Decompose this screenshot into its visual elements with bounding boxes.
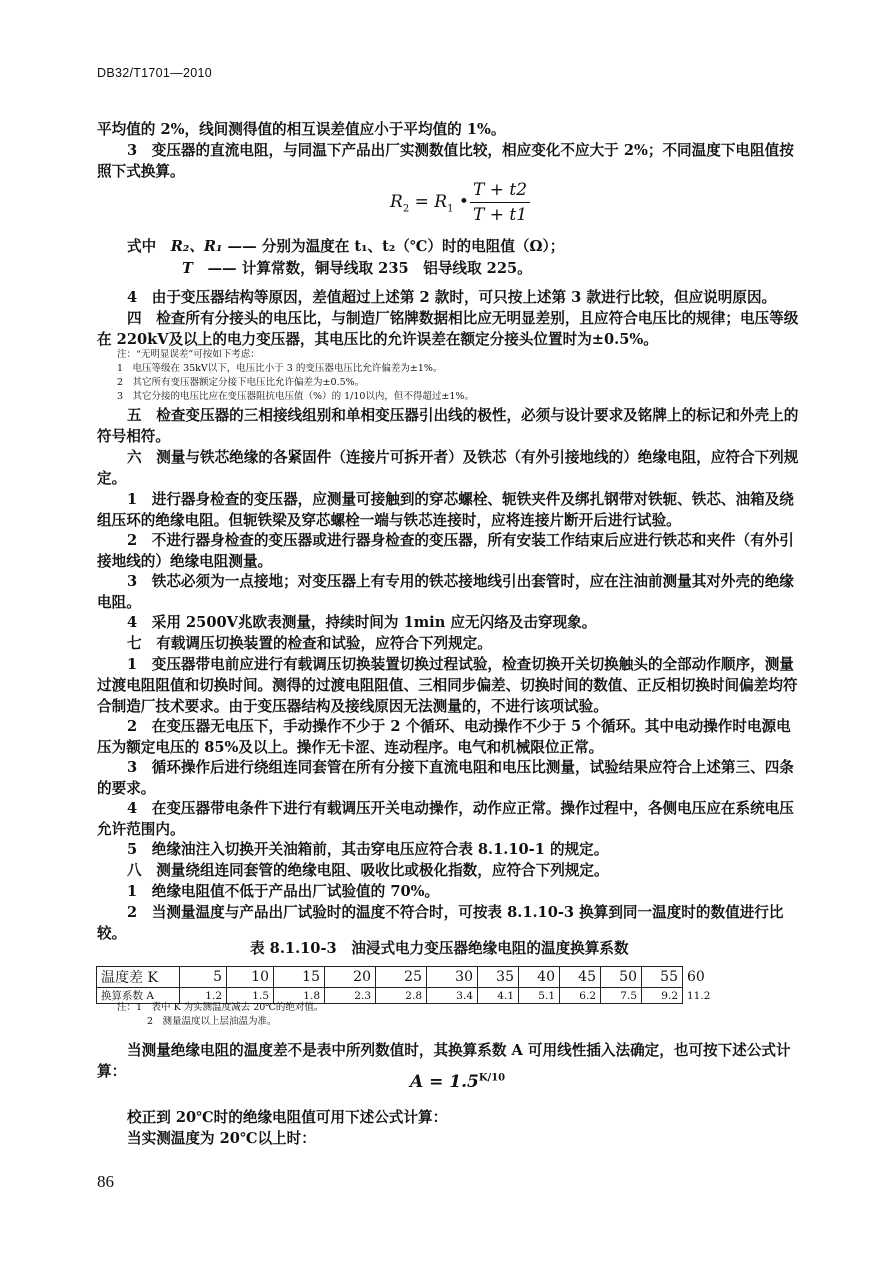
a-cell: 3.4 — [427, 988, 478, 1004]
resistance-conversion-formula — [390, 180, 530, 228]
table-note: 注：1 表中 K 为实测温度减去 20℃的绝对值。 — [117, 1002, 324, 1013]
table-row — [97, 967, 715, 988]
k-cell: 50 — [601, 967, 642, 988]
a-cell: 11.2 — [687, 989, 711, 1002]
k-cell: 45 — [560, 967, 601, 988]
paragraph: 4 采用 2500V兆欧表测量，持续时间为 1min 应无闪络及击穿现象。 — [127, 614, 597, 631]
note-item: 1 电压等级在 35kV以下，电压比小于 3 的变压器电压比允许偏差为±1%。 — [117, 363, 443, 374]
a-cell: 1.5 — [227, 988, 274, 1004]
k-cell: 60 — [687, 969, 705, 985]
a-cell: 6.2 — [560, 988, 601, 1004]
a-cell: 4.1 — [478, 988, 519, 1004]
paragraph: 五 检查变压器的三相接线组别和单相变压器引出线的极性，必须与设计要求及铭牌上的标记和外壳上的符号相符。 — [97, 407, 799, 445]
k-cell: 35 — [478, 967, 519, 988]
defs-text-2: 计算常数，铜导线取 235 铝导线取 225。 — [236, 260, 532, 277]
k-cell: 40 — [519, 967, 560, 988]
paragraph: 4 在变压器带电条件下进行有载调压开关电动操作，动作应正常。操作过程中，各侧电压应在系统电压允许范围内。 — [97, 800, 794, 838]
a-cell: 5.1 — [519, 988, 560, 1004]
document-code: DB32/T1701—2010 — [97, 66, 212, 80]
defs-text-1: 分别为温度在 t₁、t₂（℃）时的电阻值（Ω）； — [256, 238, 565, 255]
k-cell: 25 — [376, 967, 427, 988]
formula-numerator: T + t2 — [470, 180, 530, 203]
k-cell: 15 — [274, 967, 325, 988]
paragraph: 3 铁芯必须为一点接地；对变压器上有专用的铁芯接地线引出套管时，应在注油前测量其对外壳的绝缘电阻。 — [97, 573, 794, 611]
paragraph: 当实测温度为 20℃以上时： — [127, 1130, 316, 1147]
k-cell: 10 — [227, 967, 274, 988]
paragraph: 校正到 20℃时的绝缘电阻值可用下述公式计算： — [127, 1109, 448, 1126]
a-cell: 7.5 — [601, 988, 642, 1004]
temperature-conversion-table — [96, 966, 715, 1004]
table-caption: 表 8.1.10-3 油浸式电力变压器绝缘电阻的温度换算系数 — [250, 940, 629, 957]
formula-lhs-sub: 2 — [402, 203, 410, 215]
paragraph: 2 在变压器无电压下，手动操作不少于 2 个循环、电动操作不少于 5 个循环。其中电动操作时电源电压为额定电压的 85%及以上。操作无卡涩、连动程序。电气和机械限位正常。 — [97, 718, 791, 756]
formula-dot: • — [458, 192, 469, 212]
formula-definitions — [127, 236, 564, 280]
formula-eq: = — [409, 192, 435, 212]
table-row-label: 换算系数 A — [97, 988, 180, 1004]
note-title: 注：“无明显误差”可按如下考虑： — [117, 349, 260, 360]
paragraph: 1 绝缘电阻值不低于产品出厂试验值的 70%。 — [127, 883, 440, 900]
a-cell: 2.8 — [376, 988, 427, 1004]
note-item: 3 其它分接的电压比应在变压器阻抗电压值（%）的 1/10以内，但不得超过±1%。 — [117, 391, 474, 402]
paragraph: 八 测量绕组连同套管的绝缘电阻、吸收比或极化指数，应符合下列规定。 — [127, 862, 609, 879]
k-cell: 20 — [325, 967, 376, 988]
paragraph: 5 绝缘油注入切换开关油箱前，其击穿电压应符合表 8.1.10-1 的规定。 — [127, 841, 609, 858]
conversion-coefficient-formula — [410, 1072, 505, 1092]
paragraph: 3 变压器的直流电阻，与同温下产品出厂实测数值比较，相应变化不应大于 2%；不同温度下电阻值按照下式换算。 — [97, 142, 794, 180]
paragraph: 平均值的 2%，线间测得值的相互误差值应小于平均值的 1%。 — [97, 121, 506, 138]
note-item: 2 其它所有变压器额定分接下电压比允许偏差为±0.5%。 — [117, 377, 365, 388]
paragraph: 2 不进行器身检查的变压器或进行器身检查的变压器，所有安装工作结束后应进行铁芯和夹件（有外引接地线的）绝缘电阻测量。 — [97, 532, 794, 570]
paragraph: 3 循环操作后进行绕组连同套管在所有分接下直流电阻和电压比测量，试验结果应符合上述第三、四条的要求。 — [97, 759, 794, 797]
defs-symbol-1: R₂、R₁ —— — [170, 238, 257, 255]
k-cell: 55 — [642, 967, 683, 988]
a-cell: 1.8 — [274, 988, 325, 1004]
formula2-exponent: K/10 — [478, 1072, 506, 1084]
table-row-label: 温度差 K — [97, 967, 180, 988]
paragraph: 1 变压器带电前应进行有载调压切换装置切换过程试验，检查切换开关切换触头的全部动作顺序，测量过渡电阻阻值和切换时间。测得的过渡电阻阻值、三相同步偏差、切换时间的数值、正反相切换时间偏差均符合制造厂技术要求。由于变压器结构及接线原因无法测量的，不进行该项试验。 — [97, 656, 798, 715]
paragraph: 七 有载调压切换装置的检查和试验，应符合下列规定。 — [127, 635, 492, 652]
k-cell: 5 — [180, 967, 227, 988]
page-number: 86 — [97, 1172, 114, 1191]
table-note: 2 测量温度以上层油温为准。 — [147, 1016, 277, 1027]
paragraph: 1 进行器身检查的变压器，应测量可接触到的穿芯螺栓、轭铁夹件及绑扎钢带对铁轭、铁芯、油箱及绕组压环的绝缘电阻。但轭铁梁及穿芯螺栓一端与铁芯连接时，应将连接片断开后进行试验。 — [97, 491, 794, 529]
formula2-base: A = 1.5 — [410, 1072, 479, 1092]
formula-r-sub: 1 — [447, 203, 454, 215]
paragraph: 2 当测量温度与产品出厂试验时的温度不符合时，可按表 8.1.10-3 换算到同一温度时的数值进行比较。 — [97, 904, 784, 942]
paragraph: 当测量绝缘电阻的温度差不是表中所列数值时，其换算系数 A 可用线性插入法确定，也可按下述公式计算： — [97, 1042, 791, 1080]
formula-lhs: R — [390, 192, 403, 212]
paragraph: 六 测量与铁芯绝缘的各紧固件（连接片可拆开者）及铁芯（有外引接地线的）绝缘电阻，应符合下列规定。 — [97, 449, 799, 487]
k-cell: 30 — [427, 967, 478, 988]
defs-prefix: 式中 — [127, 238, 171, 255]
formula-denominator: T + t1 — [472, 205, 528, 225]
formula-r: R — [434, 192, 448, 212]
paragraph: 四 检查所有分接头的电压比，与制造厂铭牌数据相比应无明显差别，且应符合电压比的规律；电压等级在 220kV及以上的电力变压器，其电压比的允许误差在额定分接头位置时为±0.5%。 — [97, 310, 799, 348]
a-cell: 2.3 — [325, 988, 376, 1004]
a-cell: 9.2 — [642, 988, 683, 1004]
a-cell: 1.2 — [180, 988, 227, 1004]
defs-symbol-2: T —— — [182, 260, 237, 277]
paragraph: 4 由于变压器结构等原因，差值超过上述第 2 款时，可只按上述第 3 款进行比较，但应说明原因。 — [127, 289, 777, 306]
